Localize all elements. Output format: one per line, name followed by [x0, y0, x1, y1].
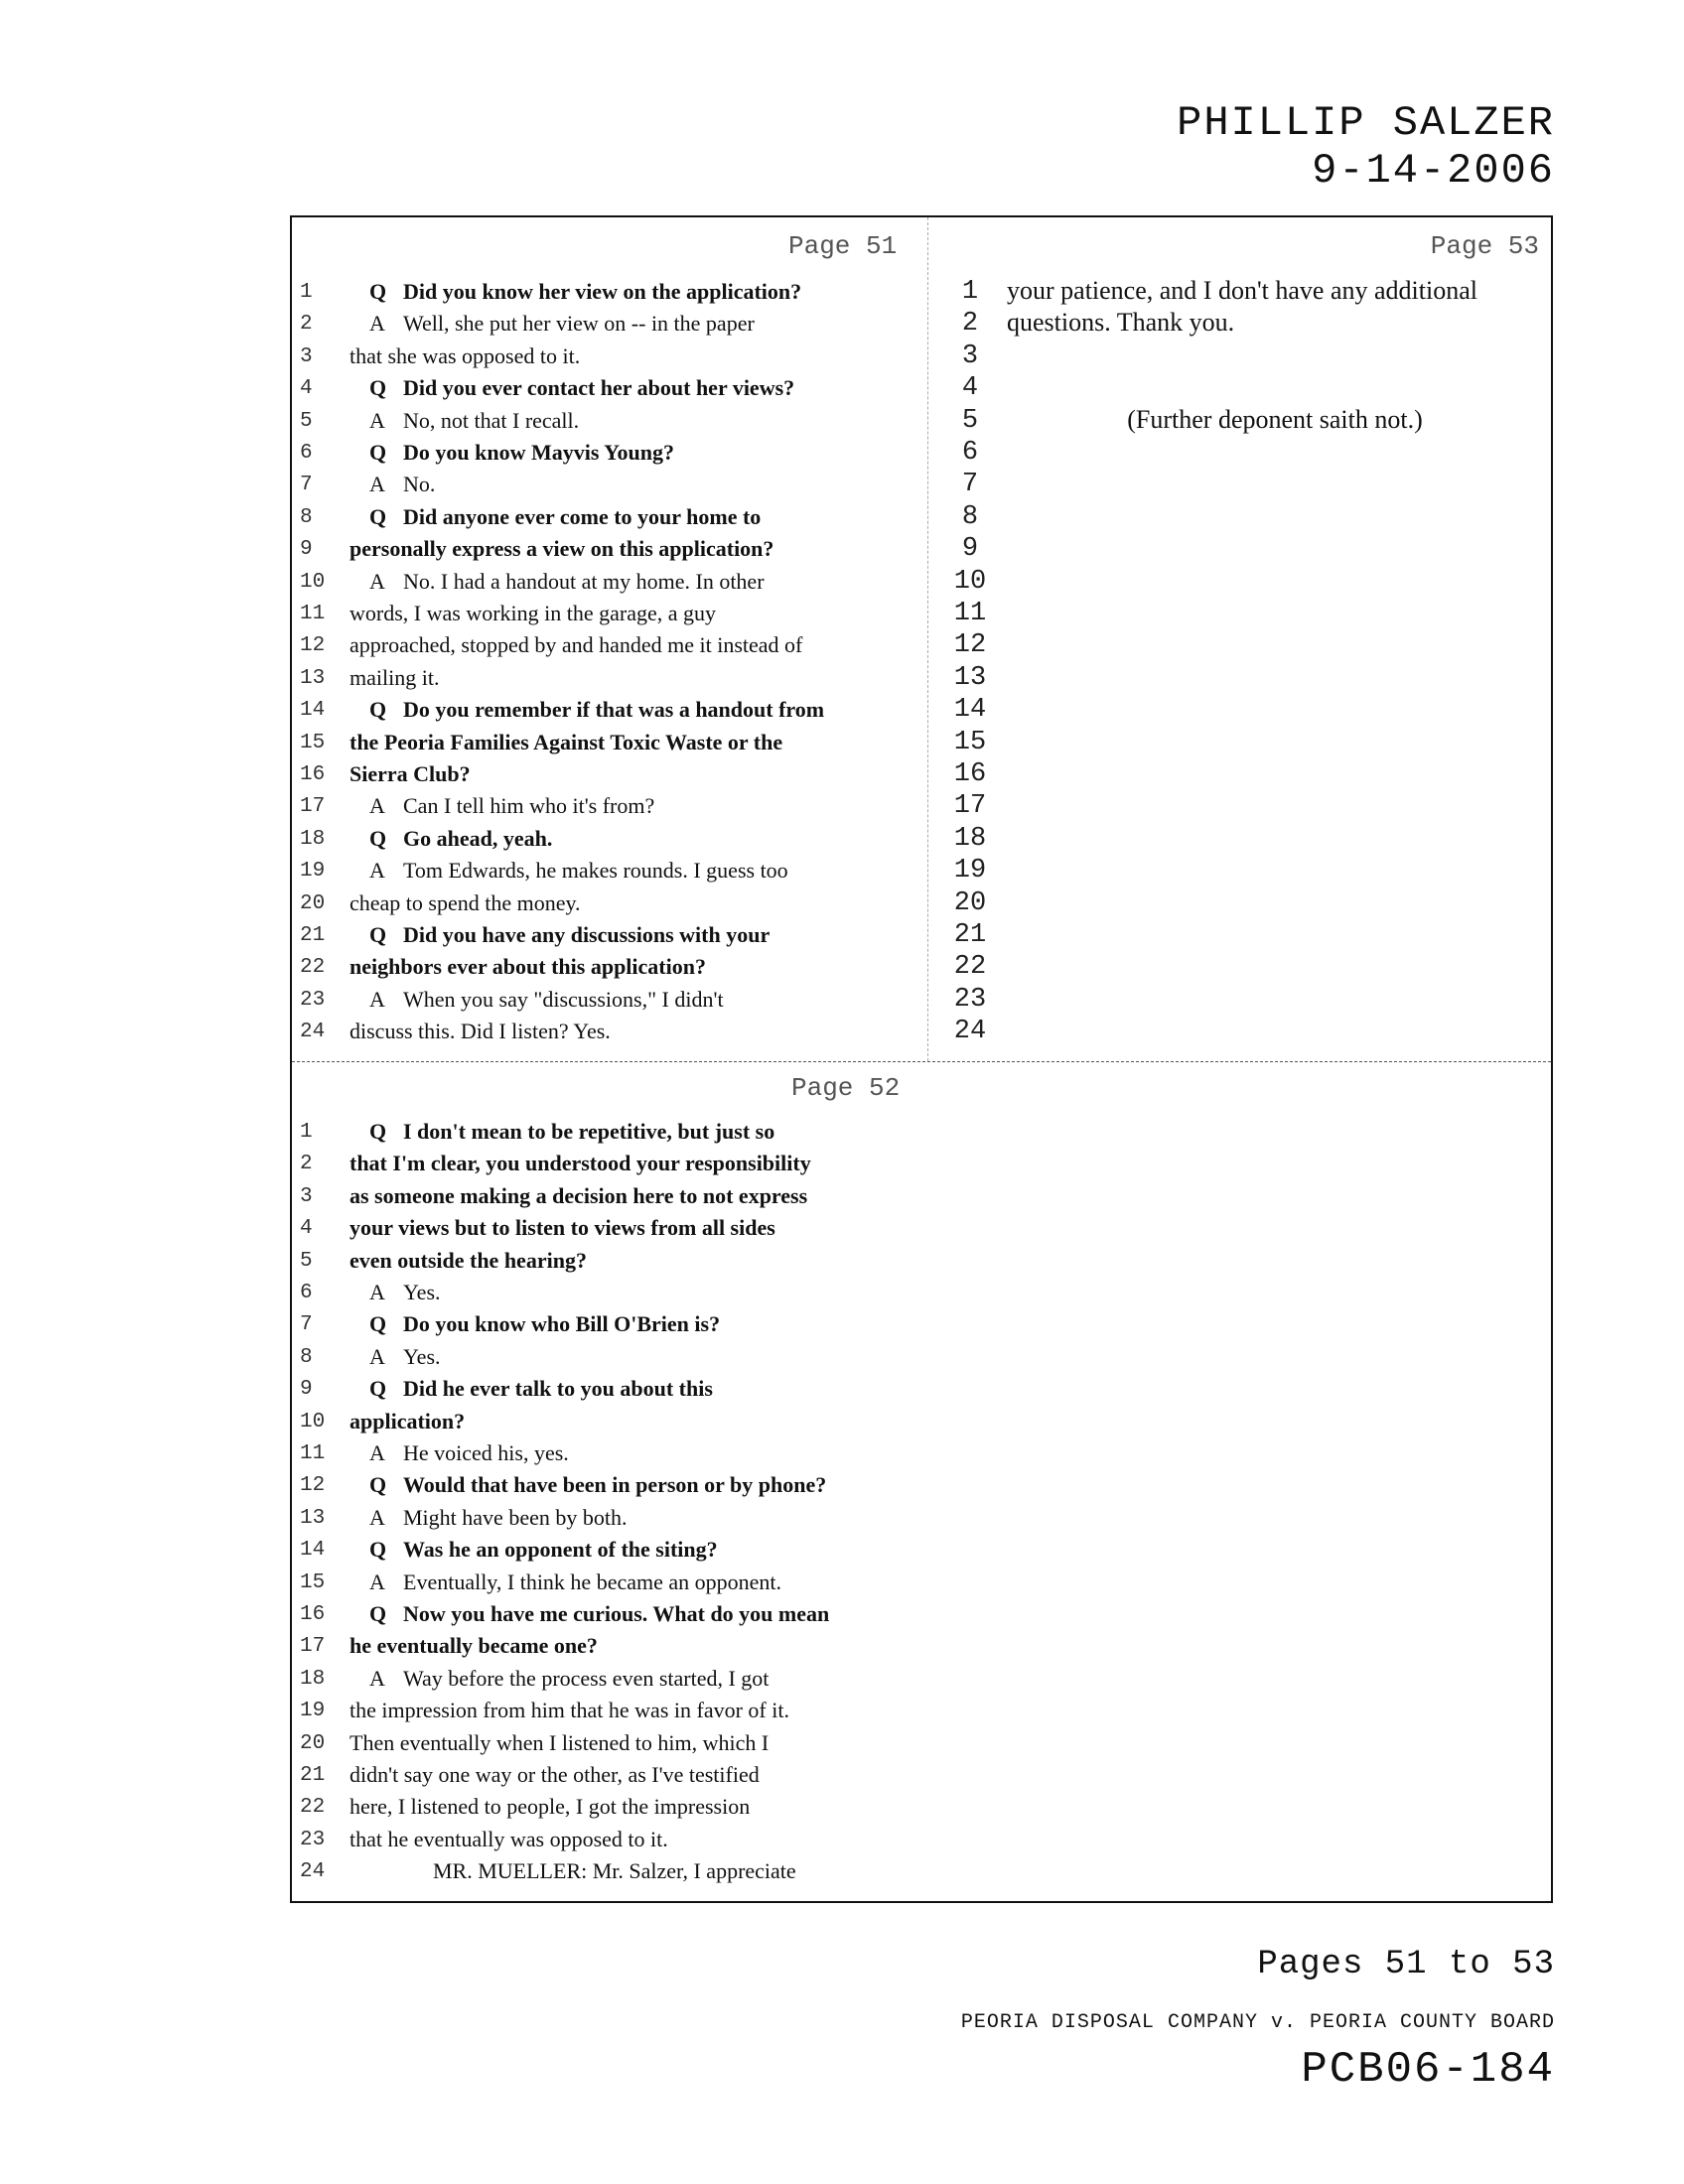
line-text: Did you know her view on the application? — [403, 279, 802, 304]
line-text: Yes. — [403, 1280, 441, 1304]
transcript-line — [350, 1376, 955, 1402]
line-number: 4 — [300, 1217, 313, 1241]
transcript-line — [350, 601, 935, 626]
line-number: 19 — [300, 1700, 326, 1723]
question-marker: Q — [369, 279, 387, 304]
question-marker: Q — [369, 1311, 387, 1337]
line-number: 19 — [953, 856, 987, 887]
transcript-frame — [290, 215, 1553, 1903]
line-number: 5 — [300, 409, 313, 433]
transcript-line — [350, 1505, 955, 1531]
transcript-line — [350, 1472, 955, 1498]
line-number: 19 — [300, 860, 326, 884]
line-number: 18 — [300, 827, 326, 851]
question-marker: Q — [369, 922, 387, 947]
line-number: 17 — [953, 791, 987, 822]
line-text: neighbors ever about this application? — [350, 954, 706, 980]
line-text: Did you ever contact her about her views? — [403, 375, 795, 401]
case-number: PCB06-184 — [1301, 2045, 1555, 2095]
transcript-line — [350, 1762, 935, 1788]
line-number: 8 — [300, 505, 313, 529]
transcript-line — [350, 665, 935, 691]
line-number: 24 — [300, 1860, 326, 1884]
line-text: No, not that I recall. — [403, 407, 580, 433]
line-number: 21 — [300, 924, 326, 947]
line-number: 6 — [961, 438, 979, 468]
line-text: Yes. — [403, 1343, 441, 1369]
answer-marker: A — [369, 1665, 385, 1691]
line-number: 18 — [300, 1667, 326, 1691]
line-number: 9 — [300, 538, 313, 562]
transcript-line — [350, 1409, 935, 1434]
line-number: 10 — [300, 570, 326, 594]
line-text: Well, she put her view on -- in the paper — [403, 311, 755, 337]
transcript-line — [350, 311, 955, 337]
line-number: 17 — [300, 1635, 326, 1659]
line-text: Way before the process even started, I got — [403, 1665, 770, 1691]
line-number: 13 — [953, 662, 987, 693]
page-range: Pages 51 to 53 — [1257, 1946, 1555, 1983]
transcript-line — [350, 1119, 955, 1145]
line-number: 13 — [300, 666, 326, 690]
line-number: 12 — [953, 630, 987, 661]
transcript-line — [350, 343, 935, 369]
line-text: Did you have any discussions with your — [403, 922, 771, 947]
answer-marker: A — [369, 1569, 385, 1594]
transcript-line — [350, 504, 955, 530]
transcript-line — [350, 793, 955, 819]
line-number: 5 — [961, 405, 979, 436]
transcript-line — [350, 826, 955, 852]
transcript-line — [350, 1215, 935, 1241]
question-marker: Q — [369, 1472, 387, 1498]
line-number: 15 — [953, 727, 987, 757]
transcript-line — [350, 440, 955, 466]
line-number: 6 — [300, 442, 313, 465]
line-text: Do you know who Bill O'Brien is? — [403, 1311, 721, 1337]
line-number: 10 — [300, 1410, 326, 1433]
line-number: 14 — [300, 699, 326, 723]
line-number: 4 — [961, 373, 979, 404]
line-text: as someone making a decision here to not express — [350, 1182, 808, 1208]
line-number: 16 — [300, 1603, 326, 1626]
transcript-line — [350, 1537, 955, 1563]
line-number: 3 — [300, 1184, 313, 1208]
line-number: 7 — [961, 470, 979, 500]
line-text: application? — [350, 1408, 466, 1433]
line-text: When you say "discussions," I didn't — [403, 986, 724, 1012]
transcript-line — [350, 632, 935, 658]
line-number: 12 — [300, 1474, 326, 1498]
line-text: your views but to listen to views from all sides — [350, 1215, 775, 1241]
transcript-line — [350, 1311, 955, 1337]
line-number: 2 — [961, 309, 979, 340]
transcript-line — [350, 987, 955, 1013]
line-number: 21 — [953, 920, 987, 950]
line-number: 24 — [300, 1021, 326, 1044]
transcript-line — [350, 922, 955, 948]
line-number: 17 — [300, 795, 326, 819]
line-text: even outside the hearing? — [350, 1247, 587, 1273]
question-marker: Q — [369, 375, 387, 401]
line-number: 22 — [953, 952, 987, 983]
line-number: 8 — [961, 501, 979, 532]
line-text: Did anyone ever come to your home to — [403, 503, 762, 529]
line-number: 21 — [300, 1764, 326, 1787]
transcript-line — [350, 1151, 935, 1176]
line-text: the impression from him that he was in favor of it. — [350, 1698, 789, 1723]
transcript-line — [350, 890, 935, 916]
line-number: 13 — [300, 1506, 326, 1530]
line-text: Was he an opponent of the siting? — [403, 1537, 718, 1563]
line-number: 9 — [300, 1378, 313, 1402]
line-number: 16 — [953, 759, 987, 789]
answer-marker: A — [369, 858, 385, 884]
line-number: 6 — [300, 1282, 313, 1304]
transcript-line — [350, 1827, 935, 1852]
question-marker: Q — [369, 1119, 387, 1144]
line-number: 20 — [953, 887, 987, 918]
transcript-line — [350, 1633, 935, 1659]
line-number: 24 — [953, 1017, 987, 1047]
line-text: Sierra Club? — [350, 761, 471, 786]
transcript-line — [350, 1440, 955, 1466]
line-number: 1 — [961, 277, 979, 307]
line-text: Do you remember if that was a handout from — [403, 697, 825, 723]
line-text: Would that have been in person or by phone? — [403, 1472, 827, 1498]
line-text: Can I tell him who it's from? — [403, 793, 655, 819]
line-number: 9 — [961, 534, 979, 565]
page-53-title: Page 53 — [1430, 231, 1539, 261]
transcript-line — [350, 569, 955, 595]
transcript-line — [350, 472, 955, 497]
page-52-title: Page 52 — [791, 1073, 901, 1103]
answer-marker: A — [369, 986, 385, 1012]
transcript-line: (Further deponent saith not.) — [1127, 404, 1423, 434]
line-number: 18 — [953, 823, 987, 854]
transcript-line — [350, 1794, 935, 1820]
question-marker: Q — [369, 1601, 387, 1626]
line-number: 11 — [300, 1442, 326, 1465]
page-51-title: Page 51 — [788, 231, 898, 261]
line-text: MR. MUELLER: Mr. Salzer, I appreciate — [433, 1858, 796, 1884]
line-number: 7 — [300, 474, 313, 497]
question-marker: Q — [369, 1537, 387, 1563]
line-text: Then eventually when I listened to him, which I — [350, 1729, 770, 1755]
line-text: personally express a view on this application? — [350, 536, 774, 562]
line-text: Tom Edwards, he makes rounds. I guess too — [403, 858, 788, 884]
line-number: 2 — [300, 313, 313, 337]
question-marker: Q — [369, 1376, 387, 1402]
line-number: 8 — [300, 1345, 313, 1369]
answer-marker: A — [369, 568, 385, 594]
line-number: 14 — [953, 695, 987, 726]
line-number: 1 — [300, 1121, 313, 1144]
line-text: I don't mean to be repetitive, but just so — [403, 1119, 775, 1144]
answer-marker: A — [369, 311, 385, 337]
line-text: Eventually, I think he became an opponent. — [403, 1569, 782, 1594]
transcript-line — [350, 1344, 955, 1370]
transcript-line — [350, 1183, 935, 1209]
answer-marker: A — [369, 1343, 385, 1369]
line-text: No. — [403, 472, 436, 497]
line-number: 23 — [300, 1828, 326, 1851]
line-number: 14 — [300, 1539, 326, 1563]
line-number: 23 — [300, 988, 326, 1012]
transcript-line — [350, 1858, 1019, 1884]
line-text: here, I listened to people, I got the impression — [350, 1794, 751, 1820]
case-caption: PEORIA DISPOSAL COMPANY v. PEORIA COUNTY BOARD — [960, 2011, 1555, 2034]
transcript-line — [350, 730, 935, 755]
transcript-line — [350, 1730, 935, 1756]
transcript-line — [350, 1280, 955, 1305]
answer-marker: A — [369, 1504, 385, 1530]
transcript-line: your patience, and I don't have any additional — [1007, 276, 1477, 305]
transcript-line — [350, 1698, 935, 1723]
line-text: Might have been by both. — [403, 1504, 628, 1530]
line-text: didn't say one way or the other, as I've testified — [350, 1762, 760, 1787]
line-number: 10 — [953, 566, 987, 597]
line-number: 11 — [300, 603, 326, 625]
transcript-line — [350, 858, 955, 884]
line-text: the Peoria Families Against Toxic Waste or the — [350, 729, 783, 754]
line-number: 11 — [953, 599, 987, 628]
line-text: Do you know Mayvis Young? — [403, 440, 675, 465]
line-number: 3 — [961, 341, 979, 371]
line-number: 16 — [300, 763, 326, 786]
answer-marker: A — [369, 1280, 385, 1304]
answer-marker: A — [369, 472, 385, 497]
line-text: cheap to spend the money. — [350, 889, 581, 915]
question-marker: Q — [369, 697, 387, 723]
witness-name: PHILLIP SALZER — [1177, 99, 1555, 147]
line-number: 15 — [300, 731, 326, 754]
transcript-line — [350, 408, 955, 434]
line-number: 7 — [300, 1313, 313, 1337]
transcript-line — [350, 1666, 955, 1692]
line-number: 5 — [300, 1249, 313, 1273]
line-text: that I'm clear, you understood your responsibility — [350, 1151, 811, 1176]
line-text: approached, stopped by and handed me it instead of — [350, 632, 803, 658]
line-text: words, I was working in the garage, a guy — [350, 601, 717, 625]
line-number: 22 — [300, 1796, 326, 1820]
line-text: that he eventually was opposed to it. — [350, 1826, 668, 1851]
line-number: 4 — [300, 377, 313, 401]
line-text: Did he ever talk to you about this — [403, 1376, 713, 1402]
line-text: Go ahead, yeah. — [403, 825, 553, 851]
transcript-line — [350, 761, 935, 787]
question-marker: Q — [369, 825, 387, 851]
line-text: No. I had a handout at my home. In other — [403, 568, 765, 594]
transcript-line — [350, 1019, 935, 1044]
line-number: 3 — [300, 344, 313, 368]
transcript-line — [350, 375, 955, 401]
line-number: 12 — [300, 634, 326, 658]
transcript-line — [350, 1248, 935, 1274]
line-text: He voiced his, yes. — [403, 1440, 569, 1465]
line-number: 23 — [953, 984, 987, 1015]
line-number: 22 — [300, 956, 326, 980]
question-marker: Q — [369, 440, 387, 465]
transcript-line: questions. Thank you. — [1007, 308, 1235, 338]
line-number: 15 — [300, 1570, 326, 1594]
answer-marker: A — [369, 1440, 385, 1465]
transcript-line — [350, 954, 935, 980]
line-text: he eventually became one? — [350, 1633, 598, 1659]
line-number: 20 — [300, 1731, 326, 1755]
line-text: mailing it. — [350, 664, 440, 690]
transcript-line — [350, 536, 935, 562]
line-text: Now you have me curious. What do you mean — [403, 1601, 830, 1626]
line-number: 20 — [300, 891, 326, 915]
page-divider — [292, 1061, 1551, 1062]
question-marker: Q — [369, 503, 387, 529]
line-text: that she was opposed to it. — [350, 342, 581, 368]
line-number: 1 — [300, 281, 313, 304]
transcript-line — [350, 1601, 955, 1627]
line-text: discuss this. Did I listen? Yes. — [350, 1019, 611, 1044]
deposition-date: 9-14-2006 — [1312, 147, 1555, 195]
transcript-line — [350, 279, 955, 305]
answer-marker: A — [369, 407, 385, 433]
transcript-line — [350, 1570, 955, 1595]
transcript-line — [350, 697, 955, 723]
line-number: 2 — [300, 1153, 313, 1176]
answer-marker: A — [369, 793, 385, 819]
